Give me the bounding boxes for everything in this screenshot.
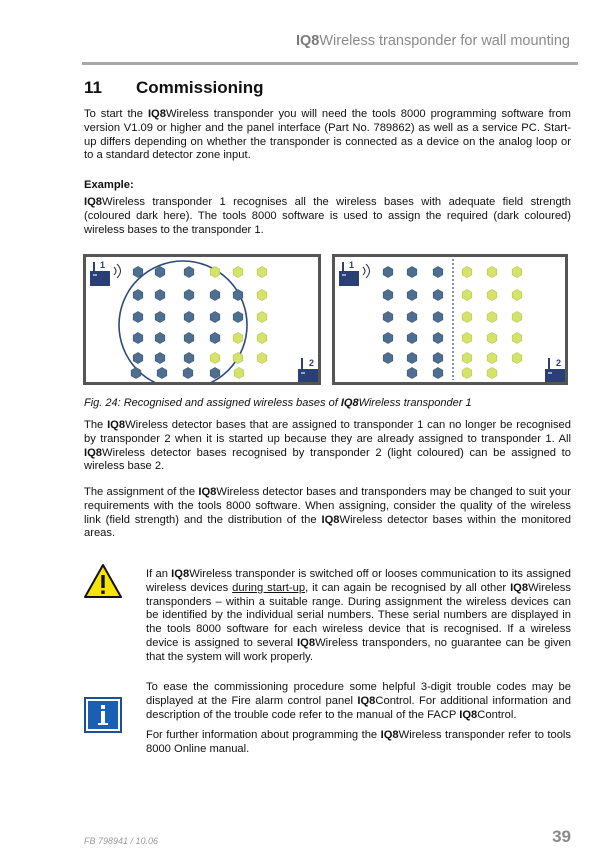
detector-base-light xyxy=(257,312,267,323)
detector-base-light xyxy=(487,290,497,301)
detector-base-dark xyxy=(155,353,165,364)
transponder-1-label: 1 xyxy=(100,260,106,270)
header-title: Wireless transponder for wall mounting xyxy=(319,33,570,49)
example-text: Wireless transponder 1 recognises all the wireless bases with adequate field strength (coloured dark here). The tools 8000 software is used to assign the required (dark coloured) wireless bases to the transponder 1. xyxy=(84,196,571,236)
transponder-2-icon xyxy=(545,358,565,382)
detector-base-dark xyxy=(383,312,393,323)
info-text-a: To ease the commissioning procedure some helpful 3-digit trouble codes may be displayed at the Fire alarm control panel xyxy=(146,681,571,707)
detector-base-dark xyxy=(133,333,143,344)
transponder-2-label: 2 xyxy=(309,358,315,368)
detector-base-light xyxy=(462,368,472,379)
detector-base-dark xyxy=(133,312,143,323)
paragraph-assignment-change xyxy=(84,486,571,541)
header-brand: IQ8 xyxy=(295,33,320,49)
caption-text-2: Wireless transponder 1 xyxy=(358,397,472,409)
section-number: 11 xyxy=(84,78,102,97)
warn-brand-1: IQ8 xyxy=(171,568,190,580)
detector-base-light xyxy=(512,333,522,344)
p3-brand-2: IQ8 xyxy=(321,513,340,526)
detector-base-dark xyxy=(383,290,393,301)
detector-base-light xyxy=(487,312,497,323)
detector-base-light xyxy=(487,368,497,379)
warn-text-e: Wireless transponders – within a suitable range. During assignment the wireless devices can be identified by the individual serial numbers. These serial numbers are displayed in the tools 8000 software for each wireless device that is recognised. If a wireless device is assigned to several xyxy=(146,581,571,649)
intro-brand: IQ8 xyxy=(147,108,166,120)
detector-base-light xyxy=(257,353,267,364)
detector-base-dark xyxy=(233,290,243,301)
detector-base-light xyxy=(512,312,522,323)
info-brand-2: IQ8 xyxy=(459,708,478,721)
detector-base-dark xyxy=(184,312,194,323)
detector-base-dark xyxy=(210,368,220,379)
detector-base-dark xyxy=(184,290,194,301)
detector-base-dark xyxy=(155,333,165,344)
detector-base-light xyxy=(512,290,522,301)
detector-base-light xyxy=(487,333,497,344)
detector-base-dark xyxy=(433,290,443,301)
section-heading xyxy=(84,78,264,98)
example-brand: IQ8 xyxy=(84,196,103,208)
detector-base-dark xyxy=(155,267,165,278)
detector-base-dark xyxy=(407,333,417,344)
intro-paragraph xyxy=(84,108,571,163)
detector-base-light xyxy=(233,333,243,344)
info-brand-3: IQ8 xyxy=(380,729,399,741)
p2-brand-1: IQ8 xyxy=(107,419,126,431)
intro-text-1: To start the xyxy=(84,108,148,120)
detector-base-dark xyxy=(383,267,393,278)
warning-note-text xyxy=(146,568,571,665)
document-number: FB 798941 / 10.06 xyxy=(84,836,159,846)
page-number: 39 xyxy=(552,827,571,846)
detector-base-light xyxy=(257,290,267,301)
detector-base-dark xyxy=(407,267,417,278)
detector-base-light xyxy=(512,267,522,278)
transponder-1-icon xyxy=(90,262,121,286)
example-label: Example: xyxy=(84,179,134,191)
detector-base-dark xyxy=(157,368,167,379)
p3-text-c: Wireless detector bases and transponders may be changed to suit your requirements with the tools 8000 software. When assigning, consider the quality of the wireless link (field strength) and the distribution of the xyxy=(84,486,571,526)
detector-base-dark xyxy=(383,353,393,364)
p3-text-d: Wireless detector bases within the monitored areas. xyxy=(84,513,572,540)
detector-base-dark xyxy=(131,368,141,379)
detector-base-light xyxy=(257,267,267,278)
detector-base-dark xyxy=(155,312,165,323)
caption-text-1: Fig. 24: Recognised and assigned wireless bases of xyxy=(84,397,341,409)
p2-brand-2: IQ8 xyxy=(84,446,103,459)
warn-text-c: Wireless transponder is switched off or looses communication to its assigned wireless devices xyxy=(146,568,571,594)
caption-brand: IQ8 xyxy=(340,397,359,409)
example-paragraph xyxy=(84,196,571,237)
detector-base-dark xyxy=(383,333,393,344)
intro-text-2: Wireless transponder you will need the tools 8000 programming software from version V1.09 or higher and the panel interface (Part No. 789862) as well as a service PC. Start-up differs depending on whether the transponder is connected as a device on the analog loop or to a standard detector zone input. xyxy=(84,108,572,162)
detector-base-dark xyxy=(210,290,220,301)
transponder-1-icon xyxy=(339,262,370,286)
info-text-f: Wireless transponder refer to tools 8000 Online manual. xyxy=(146,729,572,755)
figure-right-drawing xyxy=(335,257,565,382)
detector-base-dark xyxy=(133,267,143,278)
running-header xyxy=(296,33,570,49)
detector-base-light xyxy=(210,267,220,278)
detector-base-light xyxy=(462,312,472,323)
p3-text-a: The assignment of the xyxy=(84,486,199,498)
detector-base-dark xyxy=(433,312,443,323)
detector-base-dark xyxy=(407,290,417,301)
detector-base-light xyxy=(462,267,472,278)
detector-base-dark xyxy=(407,353,417,364)
warn-brand-2: IQ8 xyxy=(510,581,529,594)
warn-text-a: If an xyxy=(146,568,172,580)
detector-base-light xyxy=(234,368,244,379)
detector-base-dark xyxy=(183,368,193,379)
transponder-2-label: 2 xyxy=(556,358,562,368)
detector-base-light xyxy=(487,353,497,364)
detector-base-light xyxy=(210,353,220,364)
p2-text-d: Wireless detector bases recognised by transponder 2 (light coloured) can be assigned to wireless base 2. xyxy=(84,446,571,473)
detector-base-dark xyxy=(155,290,165,301)
detector-base-dark xyxy=(133,290,143,301)
figure-left-drawing xyxy=(86,257,318,382)
detector-base-dark xyxy=(133,353,143,364)
figure-panel-recognised xyxy=(83,254,321,385)
detector-base-light xyxy=(233,353,243,364)
detector-base-light xyxy=(462,290,472,301)
info-text-c: Control. For additional information and description of the trouble code refer to the manual of the FACP xyxy=(146,694,571,721)
figure-panel-assigned xyxy=(332,254,568,385)
p2-text-c: Wireless detector bases that are assigned to transponder 1 can no longer be recognised by transponder 2 when it is started up because they are already assigned to transponder 1. All xyxy=(84,419,571,445)
info-icon xyxy=(84,697,122,733)
detector-base-dark xyxy=(433,333,443,344)
detector-base-light xyxy=(233,267,243,278)
detector-base-dark xyxy=(210,312,220,323)
detector-base-light xyxy=(462,353,472,364)
detector-base-dark xyxy=(407,312,417,323)
transponder-1-label: 1 xyxy=(349,260,355,270)
detector-base-dark xyxy=(184,333,194,344)
detector-base-light xyxy=(512,353,522,364)
p2-text-a: The xyxy=(84,419,108,431)
warning-triangle-icon xyxy=(83,563,123,599)
p3-brand-1: IQ8 xyxy=(198,486,217,498)
detector-base-light xyxy=(462,333,472,344)
detector-base-light xyxy=(487,267,497,278)
paragraph-assignment-rules xyxy=(84,419,571,474)
info-further-text xyxy=(146,729,571,757)
section-title: Commissioning xyxy=(136,78,264,97)
header-rule xyxy=(82,62,578,65)
info-text-d: Control. xyxy=(477,708,517,721)
detector-base-dark xyxy=(433,353,443,364)
detector-base-dark xyxy=(433,267,443,278)
detector-base-dark xyxy=(184,353,194,364)
detector-base-dark xyxy=(433,368,443,379)
warn-text-d: , it can again be recognised by all other xyxy=(305,581,511,594)
transponder-2-icon xyxy=(298,358,318,382)
detector-base-dark xyxy=(184,267,194,278)
detector-base-light xyxy=(257,333,267,344)
warn-underlined: during start-up xyxy=(232,581,306,594)
info-text-e: For further information about programming the xyxy=(146,729,381,741)
detector-base-dark xyxy=(407,368,417,379)
info-brand-1: IQ8 xyxy=(357,694,376,707)
detector-base-dark xyxy=(210,333,220,344)
detector-base-dark xyxy=(233,312,243,323)
info-note-text xyxy=(146,681,571,722)
warn-brand-3: IQ8 xyxy=(297,636,316,649)
warn-text-f: Wireless transponders, no guarantee can be given that the system will work properly. xyxy=(146,636,571,663)
figure-caption xyxy=(84,397,472,409)
